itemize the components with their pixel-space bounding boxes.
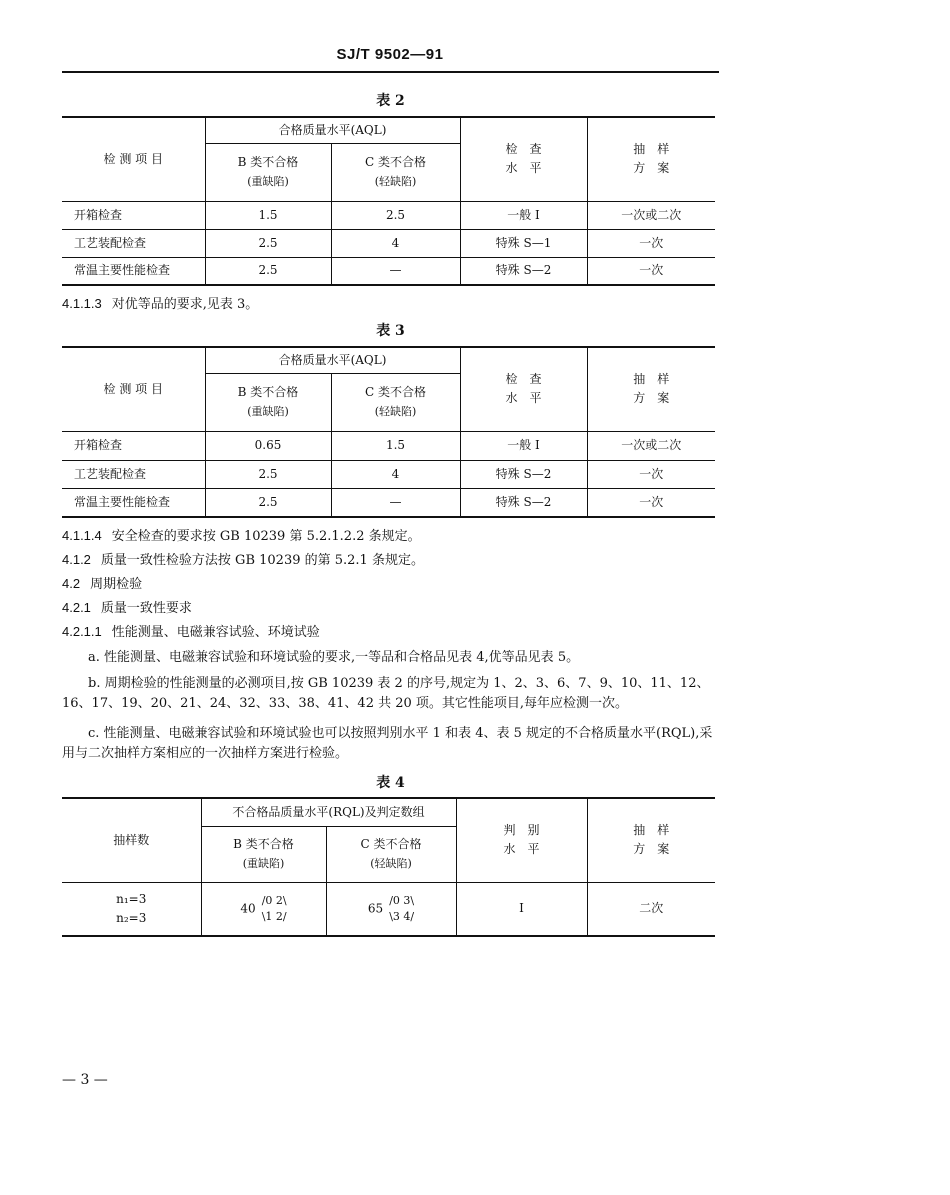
col-header-aql: 合格质量水平(AQL) [205, 117, 460, 143]
table-row: 开箱检查 0.65 1.5 一般 I 一次或二次 [62, 431, 715, 460]
table2-caption: 表 2 [376, 93, 405, 109]
table-3 [62, 346, 715, 518]
table-row: 工艺装配检查 2.5 4 特殊 S—1 一次 [62, 229, 715, 257]
item-a: a. 性能测量、电磁兼容试验和环境试验的要求,一等品和合格品见表 4,优等品见表 5。 [88, 650, 580, 665]
col-header-level: 判 别 水 平 [456, 798, 587, 882]
item-c: c. 性能测量、电磁兼容试验和环境试验也可以按照判别水平 1 和表 4、表 5 规定的不合格质量水平(RQL),采用与二次抽样方案相应的一次抽样方案进行检验。 [62, 726, 713, 761]
col-header-c: C 类不合格 (轻缺陷) [331, 373, 460, 431]
col-header-aql: 合格质量水平(AQL) [205, 347, 460, 373]
clause-4-1-1-4: 4.1.1.4 安全检查的要求按 GB 10239 第 5.2.1.2.2 条规定。 [62, 528, 421, 544]
header-rule [62, 71, 719, 73]
clause-4-1-1-3: 4.1.1.3 对优等品的要求,见表 3。 [62, 296, 259, 312]
col-header-sample-size: 抽样数 [62, 798, 201, 882]
document-header: SJ/T 9502—91 [336, 46, 444, 63]
col-header-rql: 不合格品质量水平(RQL)及判定数组 [201, 798, 456, 826]
c-rql-cell: 65/0 3\ \3 4/ [326, 882, 456, 936]
col-header-b: B 类不合格 (重缺陷) [205, 143, 331, 201]
table3-caption: 表 3 [376, 323, 405, 339]
table4-caption: 表 4 [376, 775, 405, 791]
table-row: 常温主要性能检查 2.5 — 特殊 S—2 一次 [62, 257, 715, 285]
table-2 [62, 116, 715, 286]
level-cell: I [456, 882, 587, 936]
col-header-c: C 类不合格 (轻缺陷) [331, 143, 460, 201]
plan-cell: 二次 [587, 882, 715, 936]
clause-4-1-2: 4.1.2 质量一致性检验方法按 GB 10239 的第 5.2.1 条规定。 [62, 552, 424, 568]
page-number: — 3 — [62, 1072, 108, 1088]
col-header-level: 检 查 水 平 [460, 117, 587, 201]
item-b: b. 周期检验的性能测量的必测项目,按 GB 10239 表 2 的序号,规定为 1、2、3、6、7、9、10、11、12、16、17、19、20、21、24、32、33、38、41、42 共 20 项。其它性能项目,每年应检测一次。 [62, 676, 710, 711]
col-header-c: C 类不合格 (轻缺陷) [326, 826, 456, 882]
sample-size-cell: n₁=3 n₂=3 [62, 882, 201, 936]
col-header-item: 检 测 项 目 [62, 117, 205, 201]
col-header-plan: 抽 样 方 案 [587, 117, 715, 201]
col-header-level: 检 查 水 平 [460, 347, 587, 431]
col-header-plan: 抽 样 方 案 [587, 347, 715, 431]
clause-4-2: 4.2 周期检验 [62, 576, 143, 592]
col-header-item: 检 测 项 目 [62, 347, 205, 431]
table-row: 常温主要性能检查 2.5 — 特殊 S—2 一次 [62, 488, 715, 517]
clause-4-2-1: 4.2.1 质量一致性要求 [62, 600, 192, 616]
col-header-plan: 抽 样 方 案 [587, 798, 715, 882]
b-rql-cell: 40/0 2\ \1 2/ [201, 882, 326, 936]
col-header-b: B 类不合格 (重缺陷) [205, 373, 331, 431]
table-4 [62, 797, 715, 937]
table-row [62, 882, 715, 936]
clause-4-2-1-1: 4.2.1.1 性能测量、电磁兼容试验、环境试验 [62, 624, 320, 640]
col-header-b: B 类不合格 (重缺陷) [201, 826, 326, 882]
table-row: 工艺装配检查 2.5 4 特殊 S—2 一次 [62, 460, 715, 488]
table-row: 开箱检查 1.5 2.5 一般 I 一次或二次 [62, 201, 715, 229]
